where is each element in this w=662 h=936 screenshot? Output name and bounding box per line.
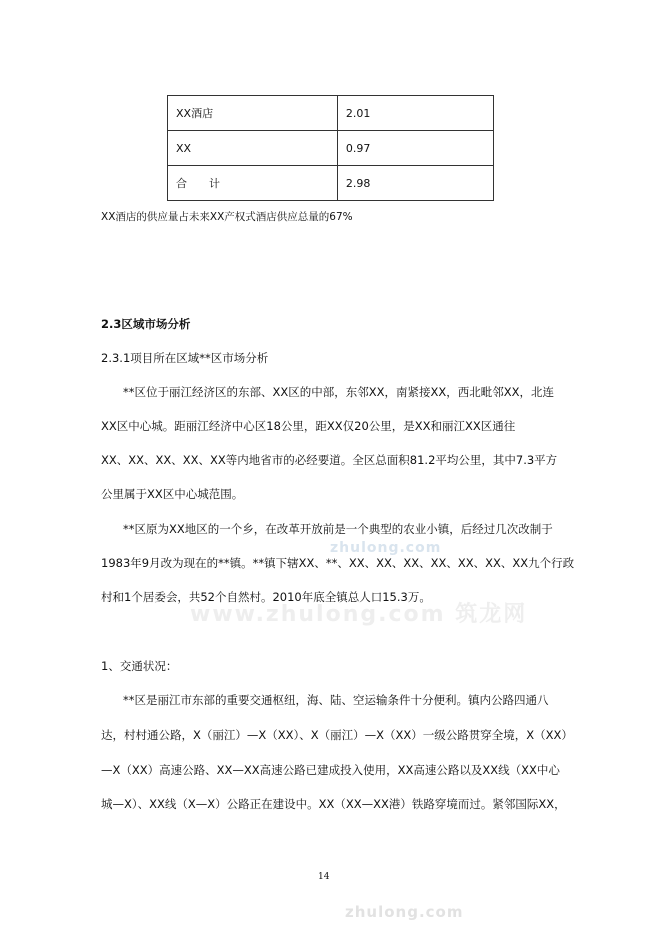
paragraph-line: 达，村村通公路，X（丽江）—X（XX）、X（丽江）—X（XX）一级公路贯穿全境，X（XX） [101,728,573,742]
paragraph-line: 公里属于XX区中心城范围。 [101,487,244,501]
page-number: 14 [318,872,330,882]
supply-note: XX酒店的供应量占未来XX产权式酒店供应总量的67% [101,211,353,223]
table-row [168,131,494,166]
paragraph-line: XX、XX、XX、XX、XX等内地省市的必经要道。全区总面积81.2平均公里，其中7.3平方 [101,453,558,467]
table-cell-name: XX [168,131,338,166]
table-cell-name: XX酒店 [168,96,338,131]
section-subheading: 2.3.1项目所在区域**区市场分析 [101,351,269,365]
paragraph-line: **区位于丽江经济区的东部、XX区的中部，东邻XX，南紧接XX，西北毗邻XX，北连 [123,385,555,399]
paragraph-line: XX区中心城。距丽江经济中心区18公里，距XX仅20公里，是XX和丽江XX区通往 [101,419,516,433]
traffic-heading: 1、交通状况： [101,659,178,673]
section-heading: 2.3区域市场分析 [101,317,191,331]
table-cell-value: 0.97 [337,131,493,166]
table-cell-name: 合 计 [168,166,338,201]
watermark: zhulong.com [345,903,464,921]
paragraph-line: **区原为XX地区的一个乡，在改革开放前是一个典型的农业小镇，后经过几次改制于 [123,522,553,536]
table-cell-value: 2.01 [337,96,493,131]
paragraph-line: 1983年9月改为现在的**镇。**镇下辖XX、**、XX、XX、XX、XX、XX、XX、XX九个行政 [101,556,575,570]
table-row [168,166,494,201]
watermark: zhulong.com [330,540,442,556]
paragraph-line: **区是丽江市东部的重要交通枢纽，海、陆、空运输条件十分便利。镇内公路四通八 [123,693,549,707]
paragraph-line: 村和1个居委会，共52个自然村。2010年底全镇总人口15.3万。 [101,590,431,604]
paragraph-line: 城—X）、XX线（X—X）公路正在建设中。XX（XX—XX港）铁路穿境而过。紧邻国际XX， [101,797,566,811]
table-cell-value: 2.98 [337,166,493,201]
watermark: www.zhulong.com 筑龙网 [190,602,528,627]
supply-table [167,95,494,201]
paragraph-line: —X（XX）高速公路、XX—XX高速公路已建成投入使用，XX高速公路以及XX线（XX中心 [101,763,560,777]
table-row [168,96,494,131]
